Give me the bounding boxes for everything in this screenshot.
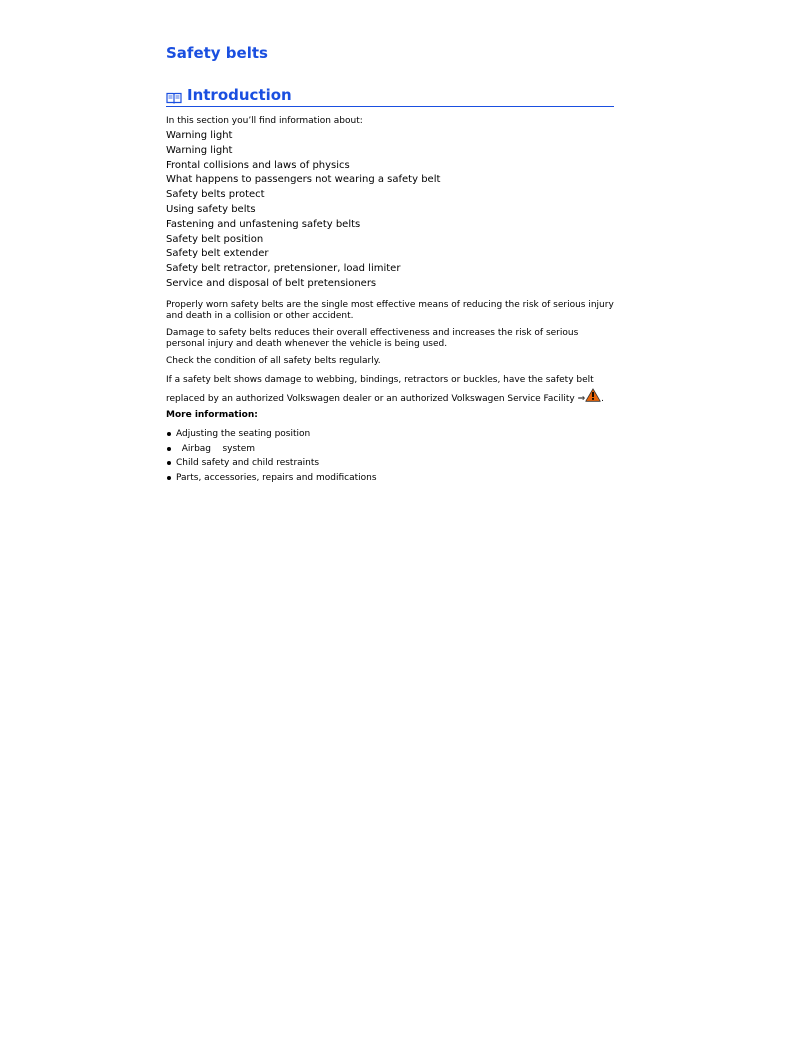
- bullet-icon: [167, 447, 171, 451]
- more-info-item[interactable]: [166, 442, 377, 457]
- paragraph-check-condition: Check the condition of all safety belts regularly.: [166, 356, 381, 366]
- topic-link-retractor-pretensioner[interactable]: Safety belt retractor, pretensioner, load limiter: [166, 263, 401, 275]
- topic-list: [166, 129, 440, 292]
- section-header: [166, 86, 614, 107]
- paragraph-effectiveness: Properly worn safety belts are the single most effective means of reducing the risk of serious injury and death in a collision or other accident.: [166, 300, 614, 321]
- bullet-icon: [167, 432, 171, 436]
- paragraph-replacement: [166, 373, 614, 407]
- topic-link-belt-extender[interactable]: Safety belt extender: [166, 248, 269, 260]
- paragraph-damage: Damage to safety belts reduces their overall effectiveness and increases the risk of serious personal injury and death whenever the vehicle is being used.: [166, 328, 579, 349]
- topic-link-service-disposal[interactable]: Service and disposal of belt pretensioners: [166, 277, 377, 289]
- paragraph-replacement-end: .: [601, 394, 604, 404]
- topic-link-using-safety-belts[interactable]: Using safety belts: [166, 203, 256, 215]
- more-information-list: [166, 427, 377, 485]
- more-info-label: Child safety and child restraints: [176, 458, 320, 468]
- section-title: Introduction: [187, 86, 292, 104]
- section-title-row: [166, 86, 614, 104]
- topic-link-frontal-collisions[interactable]: Frontal collisions and laws of physics: [166, 159, 350, 171]
- bullet-icon: [167, 461, 171, 465]
- topic-link-belt-position[interactable]: Safety belt position: [166, 233, 264, 245]
- topic-link-safety-belts-protect[interactable]: Safety belts protect: [166, 189, 265, 201]
- topic-link-warning-light-2[interactable]: Warning light: [166, 144, 233, 156]
- more-info-item[interactable]: [166, 427, 377, 442]
- paragraph-replacement-text: If a safety belt shows damage to webbing, bindings, retractors or buckles, have the safety belt replaced by an authorized Volkswagen dealer or an authorized Volkswagen Service Facility ⇒: [166, 375, 594, 404]
- topic-link-fastening-unfastening[interactable]: Fastening and unfastening safety belts: [166, 218, 361, 230]
- topic-link-passengers-not-wearing[interactable]: What happens to passengers not wearing a safety belt: [166, 174, 441, 186]
- warning-triangle-icon[interactable]: [585, 388, 601, 402]
- intro-lead: In this section you’ll find information about:: [166, 116, 363, 126]
- topic-link-warning-light-1[interactable]: Warning light: [166, 130, 233, 141]
- bullet-icon: [167, 476, 171, 480]
- book-icon: [166, 90, 182, 102]
- chapter-title: Safety belts: [166, 44, 268, 62]
- more-info-item[interactable]: [166, 471, 377, 486]
- more-info-label: Adjusting the seating position: [176, 429, 311, 439]
- more-info-label: Parts, accessories, repairs and modifications: [176, 472, 377, 483]
- more-info-item[interactable]: [166, 456, 377, 471]
- more-info-label: Airbag system: [176, 443, 256, 454]
- more-information-title: More information:: [166, 410, 258, 420]
